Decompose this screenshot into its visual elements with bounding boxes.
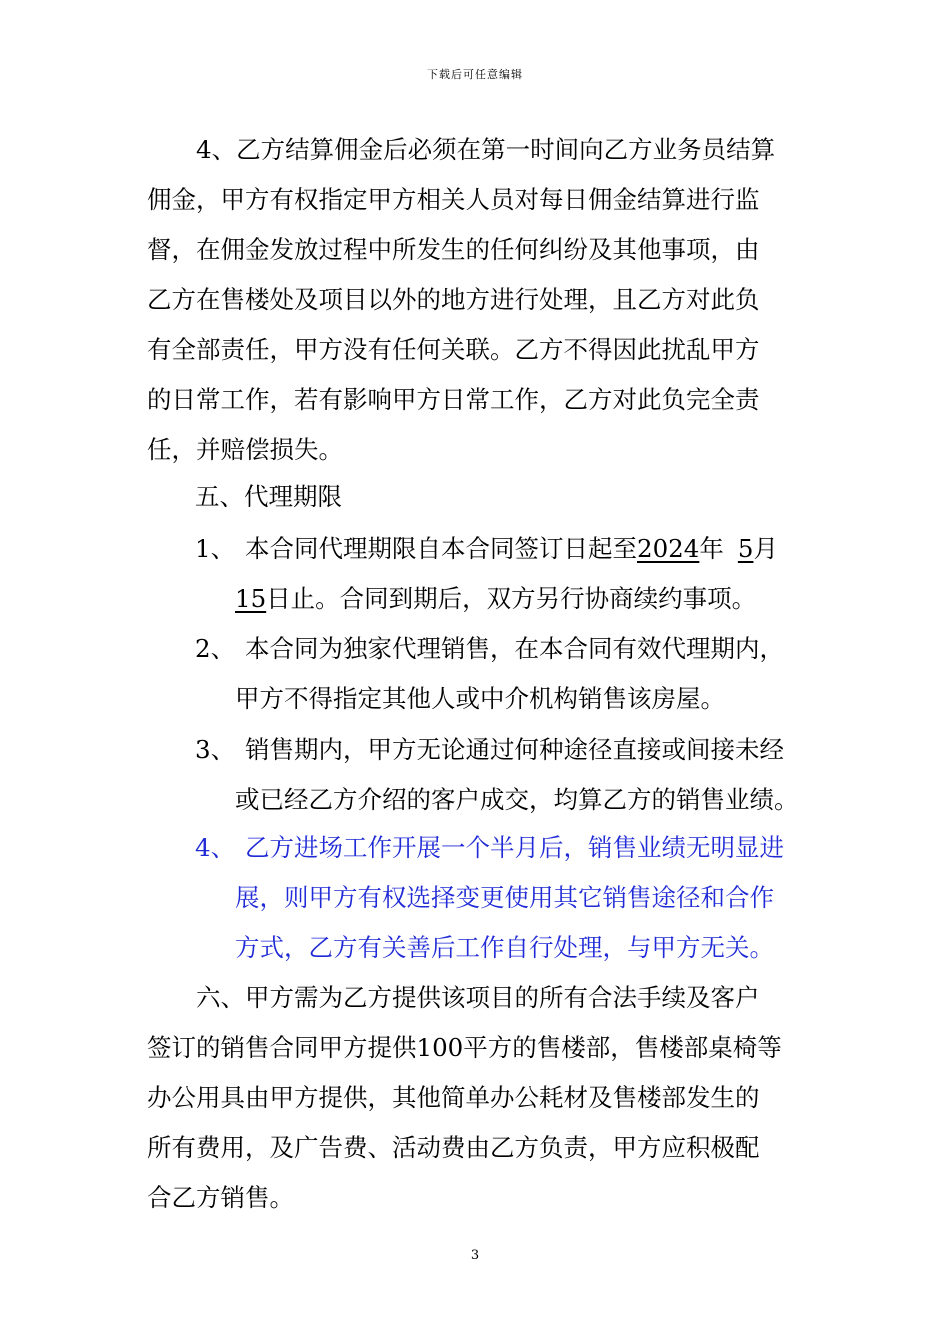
text-line: 签订的销售合同甲方提供100平方的售楼部，售楼部桌椅等 [147, 1033, 782, 1062]
text-line: 督，在佣金发放过程中所发生的任何纠纷及其他事项，由 [147, 235, 760, 264]
item-number: 2、 [195, 634, 236, 663]
text-line: 的日常工作，若有影响甲方日常工作，乙方对此负完全责 [147, 385, 760, 414]
item-text: 年 [699, 534, 724, 563]
item-2-line-2: 甲方不得指定其他人或中介机构销售该房屋。 [235, 684, 725, 713]
text-line: 合乙方销售。 [147, 1183, 294, 1212]
page-header: 下载后可任意编辑 [427, 68, 523, 81]
text-line: 乙方在售楼处及项目以外的地方进行处理，且乙方对此负 [147, 285, 760, 314]
text-line: 4、乙方结算佣金后必须在第一时间向乙方业务员结算 [196, 135, 776, 164]
item-3-line-2: 或已经乙方介绍的客户成交，均算乙方的销售业绩。 [235, 785, 799, 814]
item-3-line-1: 销售期内，甲方无论通过何种途径直接或间接未经 [245, 735, 784, 764]
item-number: 3、 [195, 735, 236, 764]
item-4-line-3: 方式，乙方有关善后工作自行处理，与甲方无关。 [235, 933, 774, 962]
text-line: 任，并赔偿损失。 [147, 435, 343, 464]
item-4-line-1: 乙方进场工作开展一个半月后，销售业绩无明显进 [245, 833, 784, 862]
section-heading: 五、代理期限 [195, 482, 342, 511]
page-number: 3 [470, 1248, 480, 1263]
item-number: 1、 [195, 534, 236, 563]
item-2-line-1: 本合同为独家代理销售，在本合同有效代理期内， [245, 634, 784, 663]
text-line: 所有费用，及广告费、活动费由乙方负责，甲方应积极配 [147, 1133, 760, 1162]
paragraph-4 [147, 125, 817, 475]
item-1-line-2 [235, 574, 825, 624]
item-number: 4、 [195, 833, 236, 862]
item-text: 本合同代理期限自本合同签订日起至 [245, 534, 637, 563]
text-line: 办公用具由甲方提供，其他简单办公耗材及售楼部发生的 [147, 1083, 760, 1112]
item-text: 日止。合同到期后，双方另行协商续约事项。 [266, 584, 757, 613]
text-line: 佣金，甲方有权指定甲方相关人员对每日佣金结算进行监 [147, 185, 760, 214]
month-value: 5 [737, 534, 754, 563]
day-value: 15 [235, 584, 267, 613]
item-4-line-2: 展，则甲方有权选择变更使用其它销售途径和合作 [235, 883, 774, 912]
item-1-line-1 [245, 524, 778, 574]
paragraph-6 [147, 973, 817, 1223]
item-text: 月 [753, 534, 778, 563]
year-value: 2024 [637, 534, 700, 563]
text-line: 有全部责任，甲方没有任何关联。乙方不得因此扰乱甲方 [147, 335, 760, 364]
text-line: 六、甲方需为乙方提供该项目的所有合法手续及客户 [196, 983, 760, 1012]
